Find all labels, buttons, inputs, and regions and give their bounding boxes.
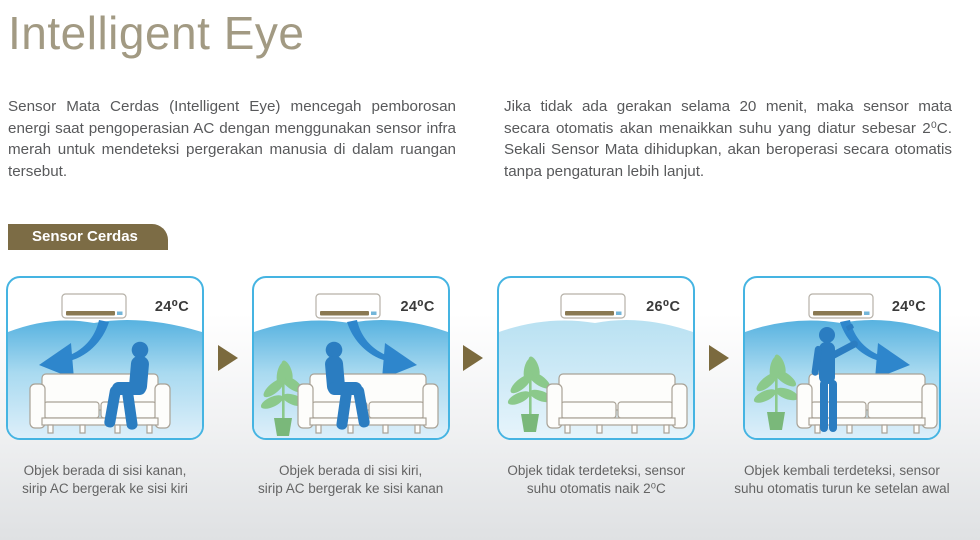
ac-unit-icon <box>316 294 380 318</box>
intro-paragraph-right: Jika tidak ada gerakan selama 20 menit, maka sensor mata secara otomatis akan menaikkan suhu yang diatur sebesar 2⁰C. Sekali Sensor Mata dihidupkan, akan beroperasi secara otomatis tanpa pengaturan lebih lanjut. <box>504 98 952 180</box>
scenario-4-illustration <box>743 276 941 440</box>
sofa-icon <box>547 374 687 433</box>
scenario-4 <box>734 276 950 498</box>
scenario-4-caption: Objek kembali terdeteksi, sensor suhu otomatis turun ke setelan awal <box>734 463 950 497</box>
temperature-label: 24⁰C <box>891 299 926 316</box>
next-step-arrow-icon <box>218 345 238 371</box>
section-badge: Sensor Cerdas <box>8 224 168 250</box>
scenario-3-caption: Objek tidak terdeteksi, sensor suhu otomatis naik 2⁰C <box>507 463 686 497</box>
intro-section <box>8 96 952 182</box>
scenario-2-illustration <box>252 276 450 440</box>
scenario-1-illustration <box>6 276 204 440</box>
temperature-label: 24⁰C <box>400 299 435 316</box>
ac-unit-icon <box>809 294 873 318</box>
scenario-1 <box>6 276 204 498</box>
next-step-arrow-icon <box>463 345 483 371</box>
temperature-label: 24⁰C <box>154 299 189 316</box>
sofa-icon <box>797 374 937 433</box>
scenario-1-caption: Objek berada di sisi kanan, sirip AC bergerak ke sisi kiri <box>22 463 188 497</box>
intro-paragraph-left: Sensor Mata Cerdas (Intelligent Eye) mencegah pemborosan energi saat pengoperasian AC dengan menggunakan sensor infra merah untuk mendeteksi pergerakan manusia di dalam ruangan tersebut. <box>8 98 456 180</box>
scenario-2-caption: Objek berada di sisi kiri, sirip AC bergerak ke sisi kanan <box>257 463 444 497</box>
sofa-icon <box>30 374 170 433</box>
scenario-3-illustration <box>497 276 695 440</box>
scenario-panels <box>6 276 950 498</box>
ac-unit-icon <box>62 294 126 318</box>
ac-unit-icon <box>561 294 625 318</box>
page-title: Intelligent Eye <box>8 7 305 59</box>
temperature-label: 26⁰C <box>646 299 681 316</box>
next-step-arrow-icon <box>709 345 729 371</box>
scenario-3 <box>497 276 695 498</box>
scenario-2 <box>252 276 450 498</box>
